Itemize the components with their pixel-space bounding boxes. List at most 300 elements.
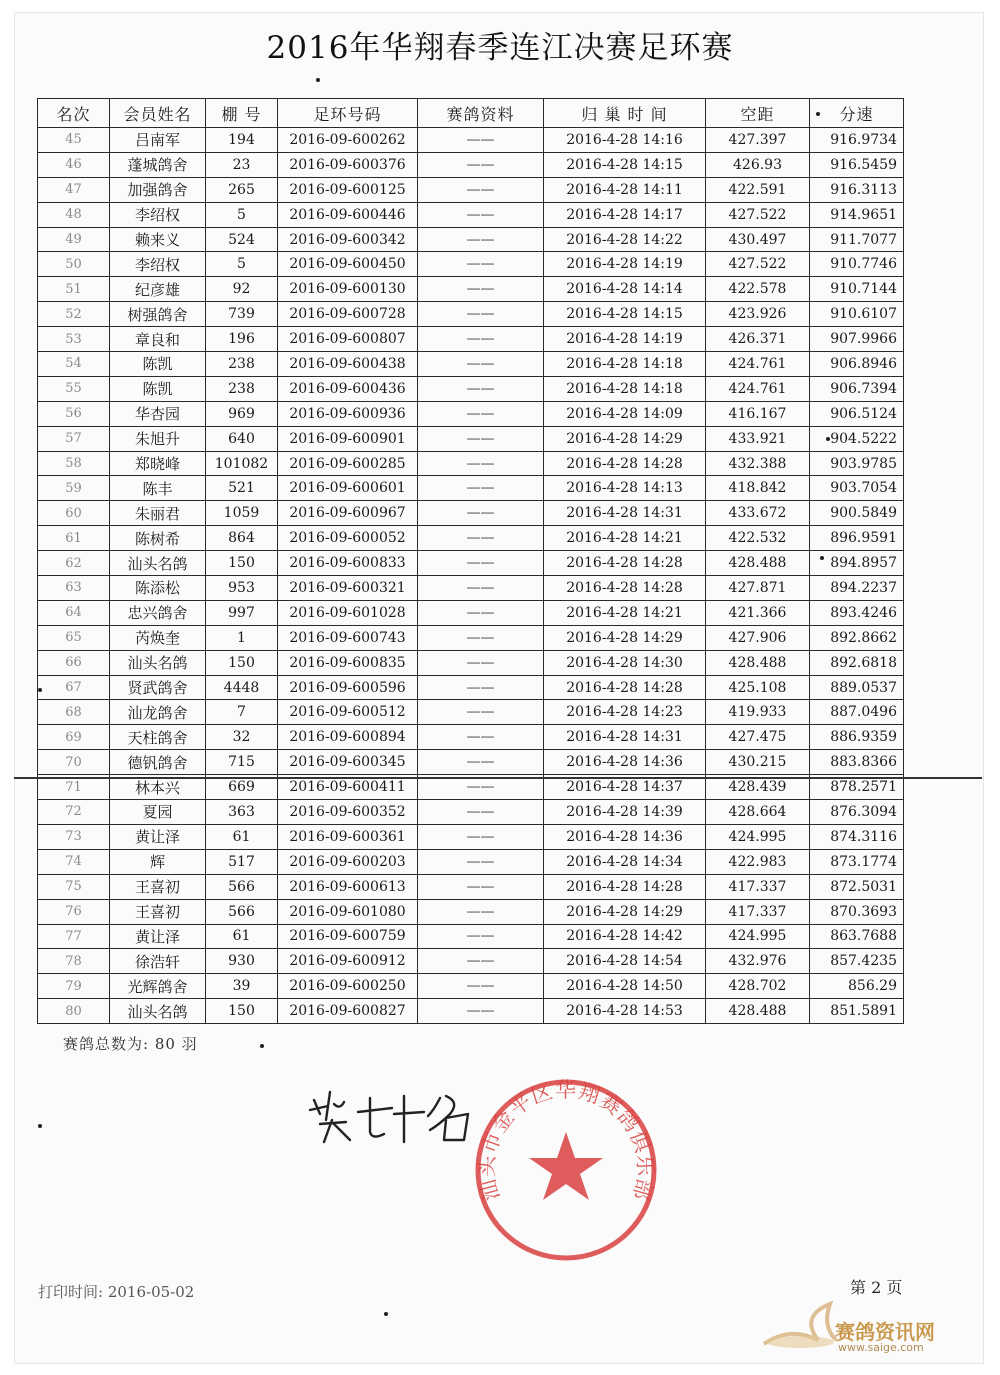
table-row (38, 924, 904, 949)
return-time-cell: 2016-4-28 14:31 (544, 725, 706, 750)
member-name-cell: 朱旭升 (110, 426, 206, 451)
ring-number-cell: 2016-09-600967 (278, 501, 418, 526)
return-time-cell: 2016-4-28 14:36 (544, 750, 706, 775)
svg-text:汕头市金平区华翔赛鸽俱乐部: 汕头市金平区华翔赛鸽俱乐部 (474, 1078, 658, 1204)
speed-cell: 911.7077 (810, 227, 904, 252)
speed-cell: 916.5459 (810, 152, 904, 177)
rank-cell: 61 (38, 526, 110, 551)
column-header: 赛鸽资料 (418, 99, 544, 128)
ring-number-cell: 2016-09-600450 (278, 252, 418, 277)
table-row (38, 576, 904, 601)
shed-number-cell: 92 (206, 277, 278, 302)
speck (816, 112, 820, 116)
scan-line (14, 777, 982, 779)
table-row (38, 252, 904, 277)
return-time-cell: 2016-4-28 14:19 (544, 252, 706, 277)
rank-cell: 48 (38, 202, 110, 227)
speed-cell: 910.7746 (810, 252, 904, 277)
distance-cell: 432.976 (706, 949, 810, 974)
return-time-cell: 2016-4-28 14:42 (544, 924, 706, 949)
member-name-cell: 纪彦雄 (110, 277, 206, 302)
shed-number-cell: 101082 (206, 451, 278, 476)
ring-number-cell: 2016-09-600321 (278, 576, 418, 601)
shed-number-cell: 524 (206, 227, 278, 252)
distance-cell: 426.371 (706, 327, 810, 352)
table-row (38, 177, 904, 202)
distance-cell: 424.761 (706, 376, 810, 401)
ring-number-cell: 2016-09-600203 (278, 849, 418, 874)
pigeon-info-cell: —— (418, 476, 544, 501)
distance-cell: 428.664 (706, 800, 810, 825)
pigeon-info-cell: —— (418, 800, 544, 825)
shed-number-cell: 39 (206, 974, 278, 999)
speed-cell: 904.5222 (810, 426, 904, 451)
member-name-cell: 章良和 (110, 327, 206, 352)
pigeon-info-cell: —— (418, 999, 544, 1024)
rank-cell: 60 (38, 501, 110, 526)
print-time: 打印时间: 2016-05-02 (38, 1283, 195, 1301)
pigeon-info-cell: —— (418, 128, 544, 153)
rank-cell: 73 (38, 824, 110, 849)
member-name-cell: 加强鸽舍 (110, 177, 206, 202)
pigeon-info-cell: —— (418, 874, 544, 899)
distance-cell: 433.921 (706, 426, 810, 451)
member-name-cell: 芮焕奎 (110, 625, 206, 650)
member-name-cell: 汕头名鸽 (110, 999, 206, 1024)
ring-number-cell: 2016-09-600759 (278, 924, 418, 949)
return-time-cell: 2016-4-28 14:29 (544, 426, 706, 451)
ring-number-cell: 2016-09-600436 (278, 376, 418, 401)
member-name-cell: 忠兴鸽舍 (110, 600, 206, 625)
table-row (38, 650, 904, 675)
shed-number-cell: 864 (206, 526, 278, 551)
speed-cell: 857.4235 (810, 949, 904, 974)
table-row (38, 675, 904, 700)
return-time-cell: 2016-4-28 14:14 (544, 277, 706, 302)
rank-cell: 79 (38, 974, 110, 999)
shed-number-cell: 739 (206, 302, 278, 327)
document-title: 2016年华翔春季连江决赛足环赛 (266, 30, 734, 66)
return-time-cell: 2016-4-28 14:13 (544, 476, 706, 501)
speed-cell: 893.4246 (810, 600, 904, 625)
shed-number-cell: 640 (206, 426, 278, 451)
rank-cell: 66 (38, 650, 110, 675)
ring-number-cell: 2016-09-600342 (278, 227, 418, 252)
ring-number-cell: 2016-09-600250 (278, 974, 418, 999)
distance-cell: 421.366 (706, 600, 810, 625)
speed-cell: 889.0537 (810, 675, 904, 700)
speck (38, 1124, 42, 1128)
pigeon-info-cell: —— (418, 576, 544, 601)
watermark-name: 赛鸽资讯网 (835, 1320, 935, 1344)
member-name-cell: 德钒鸽舍 (110, 750, 206, 775)
table-row (38, 625, 904, 650)
member-name-cell: 林本兴 (110, 775, 206, 800)
shed-number-cell: 1 (206, 625, 278, 650)
distance-cell: 427.906 (706, 625, 810, 650)
pigeon-info-cell: —— (418, 401, 544, 426)
table-row (38, 227, 904, 252)
table-body (38, 128, 904, 1024)
return-time-cell: 2016-4-28 14:23 (544, 700, 706, 725)
return-time-cell: 2016-4-28 14:53 (544, 999, 706, 1024)
speed-cell: 906.5124 (810, 401, 904, 426)
speed-cell: 916.3113 (810, 177, 904, 202)
rank-cell: 67 (38, 675, 110, 700)
shed-number-cell: 566 (206, 874, 278, 899)
return-time-cell: 2016-4-28 14:22 (544, 227, 706, 252)
shed-number-cell: 150 (206, 551, 278, 576)
table-header-row (38, 99, 904, 128)
distance-cell: 419.933 (706, 700, 810, 725)
pigeon-info-cell: —— (418, 600, 544, 625)
ring-number-cell: 2016-09-600833 (278, 551, 418, 576)
distance-cell: 424.995 (706, 924, 810, 949)
shed-number-cell: 61 (206, 824, 278, 849)
table-row (38, 451, 904, 476)
table-row (38, 202, 904, 227)
return-time-cell: 2016-4-28 14:15 (544, 302, 706, 327)
pigeon-info-cell: —— (418, 974, 544, 999)
ring-number-cell: 2016-09-600512 (278, 700, 418, 725)
pigeon-info-cell: —— (418, 924, 544, 949)
rank-cell: 52 (38, 302, 110, 327)
distance-cell: 427.522 (706, 252, 810, 277)
ring-number-cell: 2016-09-600728 (278, 302, 418, 327)
member-name-cell: 李绍权 (110, 252, 206, 277)
return-time-cell: 2016-4-28 14:21 (544, 526, 706, 551)
rank-cell: 63 (38, 576, 110, 601)
table-row (38, 949, 904, 974)
table-row (38, 874, 904, 899)
distance-cell: 424.995 (706, 824, 810, 849)
pigeon-info-cell: —— (418, 352, 544, 377)
table-row (38, 600, 904, 625)
table-row (38, 327, 904, 352)
distance-cell: 430.215 (706, 750, 810, 775)
member-name-cell: 黄让泽 (110, 924, 206, 949)
table-row (38, 302, 904, 327)
pigeon-info-cell: —— (418, 750, 544, 775)
rank-cell: 54 (38, 352, 110, 377)
shed-number-cell: 521 (206, 476, 278, 501)
return-time-cell: 2016-4-28 14:09 (544, 401, 706, 426)
pigeon-info-cell: —— (418, 775, 544, 800)
return-time-cell: 2016-4-28 14:28 (544, 874, 706, 899)
member-name-cell: 蓬城鸽舍 (110, 152, 206, 177)
return-time-cell: 2016-4-28 14:17 (544, 202, 706, 227)
pigeon-info-cell: —— (418, 252, 544, 277)
speed-cell: 876.3094 (810, 800, 904, 825)
speed-cell: 872.5031 (810, 874, 904, 899)
table-row (38, 700, 904, 725)
distance-cell: 428.488 (706, 650, 810, 675)
table-row (38, 152, 904, 177)
speed-cell: 863.7688 (810, 924, 904, 949)
member-name-cell: 王喜初 (110, 899, 206, 924)
shed-number-cell: 238 (206, 352, 278, 377)
ring-number-cell: 2016-09-600361 (278, 824, 418, 849)
table-row (38, 750, 904, 775)
column-header: 名次 (38, 99, 110, 128)
pigeon-info-cell: —— (418, 849, 544, 874)
shed-number-cell: 517 (206, 849, 278, 874)
rank-cell: 74 (38, 849, 110, 874)
member-name-cell: 汕龙鸽舍 (110, 700, 206, 725)
member-name-cell: 陈树希 (110, 526, 206, 551)
pigeon-info-cell: —— (418, 625, 544, 650)
distance-cell: 427.475 (706, 725, 810, 750)
table-row (38, 476, 904, 501)
ring-number-cell: 2016-09-600601 (278, 476, 418, 501)
return-time-cell: 2016-4-28 14:36 (544, 824, 706, 849)
speed-cell: 878.2571 (810, 775, 904, 800)
rank-cell: 59 (38, 476, 110, 501)
speed-cell: 886.9359 (810, 725, 904, 750)
return-time-cell: 2016-4-28 14:54 (544, 949, 706, 974)
rank-cell: 58 (38, 451, 110, 476)
column-header: 归 巢 时 间 (544, 99, 706, 128)
table-row (38, 974, 904, 999)
speck (820, 556, 824, 560)
rank-cell: 68 (38, 700, 110, 725)
return-time-cell: 2016-4-28 14:16 (544, 128, 706, 153)
distance-cell: 425.108 (706, 675, 810, 700)
pigeon-info-cell: —— (418, 277, 544, 302)
distance-cell: 427.522 (706, 202, 810, 227)
member-name-cell: 赖来义 (110, 227, 206, 252)
return-time-cell: 2016-4-28 14:37 (544, 775, 706, 800)
speed-cell: 910.6107 (810, 302, 904, 327)
return-time-cell: 2016-4-28 14:19 (544, 327, 706, 352)
ring-number-cell: 2016-09-600596 (278, 675, 418, 700)
rank-cell: 45 (38, 128, 110, 153)
shed-number-cell: 7 (206, 700, 278, 725)
ring-number-cell: 2016-09-600912 (278, 949, 418, 974)
member-name-cell: 陈凯 (110, 352, 206, 377)
rank-cell: 78 (38, 949, 110, 974)
distance-cell: 422.578 (706, 277, 810, 302)
distance-cell: 427.871 (706, 576, 810, 601)
shed-number-cell: 566 (206, 899, 278, 924)
distance-cell: 428.702 (706, 974, 810, 999)
ring-number-cell: 2016-09-600613 (278, 874, 418, 899)
table-row (38, 352, 904, 377)
member-name-cell: 汕头名鸽 (110, 551, 206, 576)
member-name-cell: 朱丽君 (110, 501, 206, 526)
speed-cell: 851.5891 (810, 999, 904, 1024)
speed-cell: 883.8366 (810, 750, 904, 775)
table-row (38, 551, 904, 576)
return-time-cell: 2016-4-28 14:31 (544, 501, 706, 526)
speed-cell: 870.3693 (810, 899, 904, 924)
shed-number-cell: 930 (206, 949, 278, 974)
shed-number-cell: 23 (206, 152, 278, 177)
ring-number-cell: 2016-09-600285 (278, 451, 418, 476)
member-name-cell: 吕南军 (110, 128, 206, 153)
table-row (38, 376, 904, 401)
rank-cell: 56 (38, 401, 110, 426)
pigeon-info-cell: —— (418, 824, 544, 849)
ring-number-cell: 2016-09-600262 (278, 128, 418, 153)
distance-cell: 428.488 (706, 999, 810, 1024)
shed-number-cell: 32 (206, 725, 278, 750)
table-row (38, 401, 904, 426)
speed-cell: 906.8946 (810, 352, 904, 377)
pigeon-info-cell: —— (418, 526, 544, 551)
table-row (38, 725, 904, 750)
rank-cell: 65 (38, 625, 110, 650)
member-name-cell: 陈丰 (110, 476, 206, 501)
return-time-cell: 2016-4-28 14:15 (544, 152, 706, 177)
distance-cell: 422.532 (706, 526, 810, 551)
column-header: 足环号码 (278, 99, 418, 128)
table-row (38, 426, 904, 451)
return-time-cell: 2016-4-28 14:28 (544, 675, 706, 700)
member-name-cell: 贤武鸽舍 (110, 675, 206, 700)
speed-cell: 892.6818 (810, 650, 904, 675)
table-row (38, 501, 904, 526)
pigeon-info-cell: —— (418, 177, 544, 202)
rank-cell: 50 (38, 252, 110, 277)
distance-cell: 428.488 (706, 551, 810, 576)
rank-cell: 75 (38, 874, 110, 899)
speed-cell: 896.9591 (810, 526, 904, 551)
table-row (38, 849, 904, 874)
member-name-cell: 树强鸽舍 (110, 302, 206, 327)
return-time-cell: 2016-4-28 14:18 (544, 352, 706, 377)
member-name-cell: 天柱鸽舍 (110, 725, 206, 750)
column-header: 棚 号 (206, 99, 278, 128)
member-name-cell: 黄让泽 (110, 824, 206, 849)
distance-cell: 422.983 (706, 849, 810, 874)
column-header: 空距 (706, 99, 810, 128)
speed-cell: 903.9785 (810, 451, 904, 476)
member-name-cell: 徐浩轩 (110, 949, 206, 974)
pigeon-info-cell: —— (418, 650, 544, 675)
ring-number-cell: 2016-09-600352 (278, 800, 418, 825)
pigeon-info-cell: —— (418, 302, 544, 327)
pigeon-info-cell: —— (418, 949, 544, 974)
shed-number-cell: 715 (206, 750, 278, 775)
member-name-cell: 陈凯 (110, 376, 206, 401)
pigeon-info-cell: —— (418, 152, 544, 177)
distance-cell: 416.167 (706, 401, 810, 426)
shed-number-cell: 4448 (206, 675, 278, 700)
member-name-cell: 辉 (110, 849, 206, 874)
ring-number-cell: 2016-09-600052 (278, 526, 418, 551)
ring-number-cell: 2016-09-601080 (278, 899, 418, 924)
distance-cell: 430.497 (706, 227, 810, 252)
speck (384, 1312, 388, 1316)
ring-number-cell: 2016-09-600807 (278, 327, 418, 352)
table-row (38, 128, 904, 153)
pigeon-info-cell: —— (418, 426, 544, 451)
ring-number-cell: 2016-09-600376 (278, 152, 418, 177)
table-row (38, 999, 904, 1024)
pigeon-info-cell: —— (418, 376, 544, 401)
return-time-cell: 2016-4-28 14:11 (544, 177, 706, 202)
return-time-cell: 2016-4-28 14:29 (544, 899, 706, 924)
member-name-cell: 李绍权 (110, 202, 206, 227)
return-time-cell: 2016-4-28 14:28 (544, 451, 706, 476)
ring-number-cell: 2016-09-600125 (278, 177, 418, 202)
rank-cell: 64 (38, 600, 110, 625)
member-name-cell: 光辉鸽舍 (110, 974, 206, 999)
member-name-cell: 陈添松 (110, 576, 206, 601)
shed-number-cell: 238 (206, 376, 278, 401)
column-header: 分速 (810, 99, 904, 128)
speed-cell: 887.0496 (810, 700, 904, 725)
rank-cell: 69 (38, 725, 110, 750)
member-name-cell: 汕头名鸽 (110, 650, 206, 675)
shed-number-cell: 265 (206, 177, 278, 202)
speck (260, 1044, 264, 1048)
shed-number-cell: 61 (206, 924, 278, 949)
pigeon-info-cell: —— (418, 202, 544, 227)
total-count: 赛鸽总数为: 80 羽 (63, 1035, 198, 1053)
table-row (38, 277, 904, 302)
return-time-cell: 2016-4-28 14:50 (544, 974, 706, 999)
speed-cell: 906.7394 (810, 376, 904, 401)
return-time-cell: 2016-4-28 14:34 (544, 849, 706, 874)
speed-cell: 900.5849 (810, 501, 904, 526)
results-table (37, 98, 904, 1024)
rank-cell: 46 (38, 152, 110, 177)
table-row (38, 899, 904, 924)
shed-number-cell: 1059 (206, 501, 278, 526)
speed-cell: 894.8957 (810, 551, 904, 576)
rank-cell: 72 (38, 800, 110, 825)
distance-cell: 417.337 (706, 874, 810, 899)
table-row (38, 824, 904, 849)
shed-number-cell: 5 (206, 252, 278, 277)
distance-cell: 423.926 (706, 302, 810, 327)
speed-cell: 873.1774 (810, 849, 904, 874)
club-seal (466, 1070, 666, 1270)
ring-number-cell: 2016-09-600743 (278, 625, 418, 650)
pigeon-info-cell: —— (418, 451, 544, 476)
speed-cell: 903.7054 (810, 476, 904, 501)
ring-number-cell: 2016-09-600438 (278, 352, 418, 377)
pigeon-info-cell: —— (418, 725, 544, 750)
pigeon-info-cell: —— (418, 899, 544, 924)
shed-number-cell: 150 (206, 999, 278, 1024)
speck (316, 78, 320, 82)
return-time-cell: 2016-4-28 14:28 (544, 576, 706, 601)
shed-number-cell: 150 (206, 650, 278, 675)
speed-cell: 892.8662 (810, 625, 904, 650)
pigeon-info-cell: —— (418, 327, 544, 352)
shed-number-cell: 194 (206, 128, 278, 153)
shed-number-cell: 953 (206, 576, 278, 601)
pigeon-info-cell: —— (418, 227, 544, 252)
rank-cell: 55 (38, 376, 110, 401)
ring-number-cell: 2016-09-601028 (278, 600, 418, 625)
speed-cell: 916.9734 (810, 128, 904, 153)
page-number: 第 2 页 (850, 1278, 903, 1297)
distance-cell: 427.397 (706, 128, 810, 153)
distance-cell: 418.842 (706, 476, 810, 501)
pigeon-info-cell: —— (418, 700, 544, 725)
rank-cell: 53 (38, 327, 110, 352)
rank-cell: 71 (38, 775, 110, 800)
ring-number-cell: 2016-09-600827 (278, 999, 418, 1024)
ring-number-cell: 2016-09-600894 (278, 725, 418, 750)
rank-cell: 51 (38, 277, 110, 302)
ring-number-cell: 2016-09-600936 (278, 401, 418, 426)
column-header: 会员姓名 (110, 99, 206, 128)
